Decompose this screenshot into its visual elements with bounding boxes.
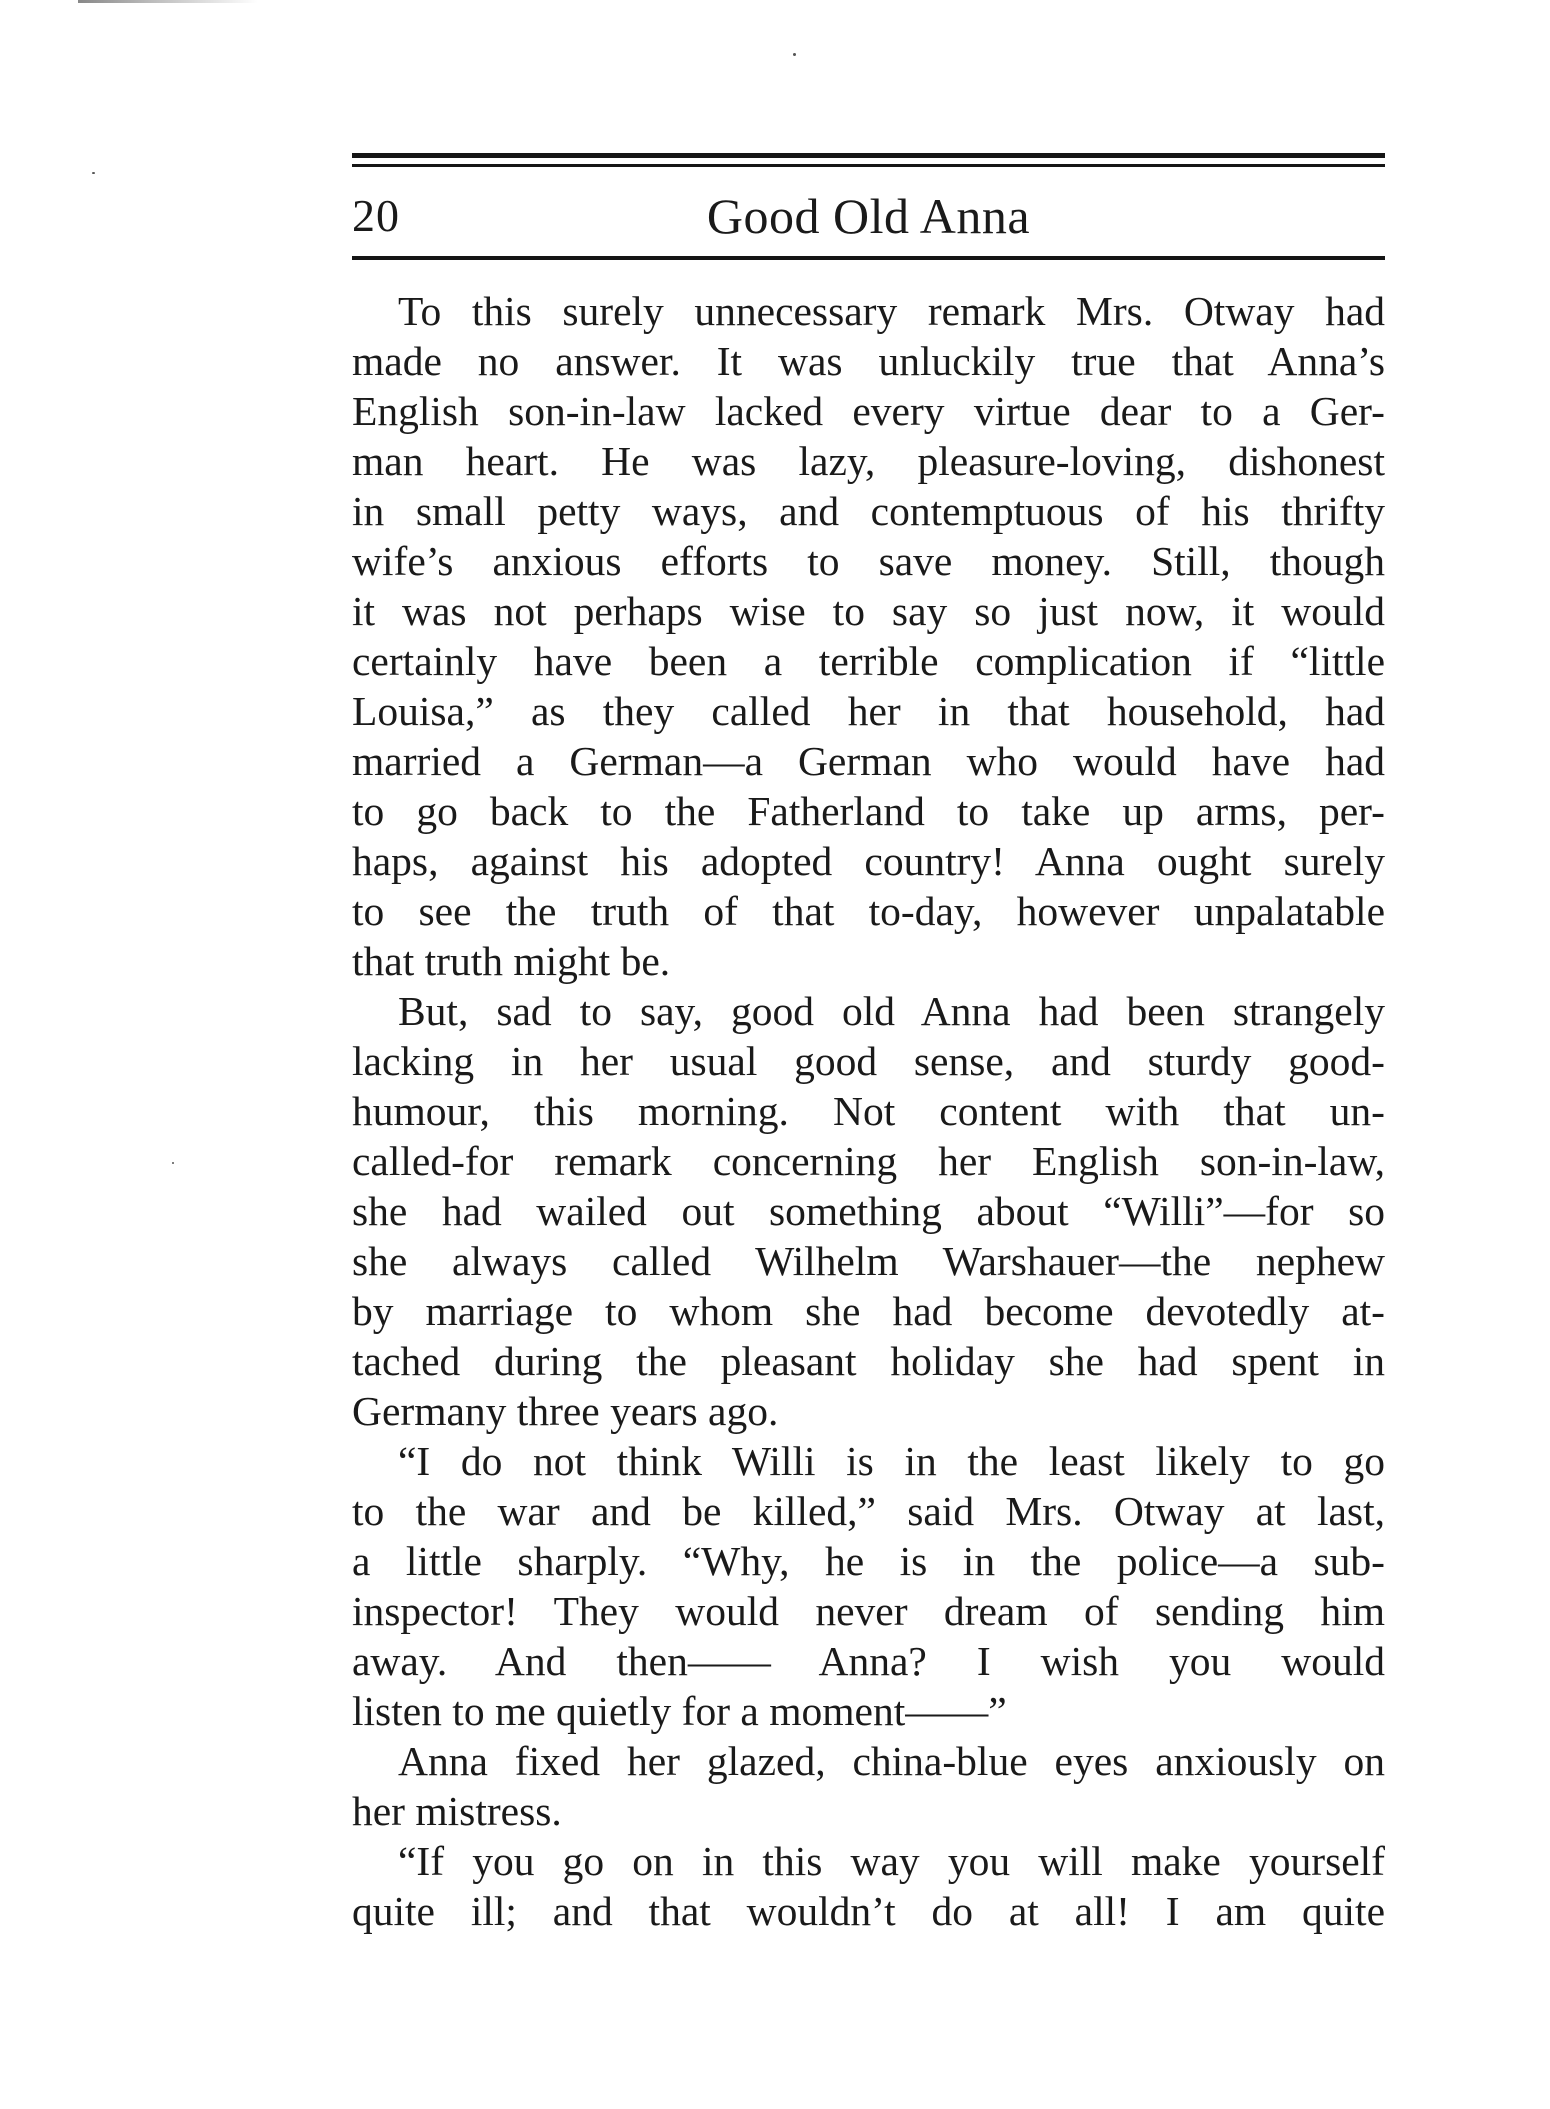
header-rule-top	[352, 153, 1385, 158]
paragraph	[352, 1736, 1385, 1836]
scan-artifact	[78, 0, 258, 3]
text-line: lacking in her usual good sense, and sturdy good-	[352, 1038, 1385, 1084]
running-title: Good Old Anna	[706, 188, 1031, 244]
text-line: “I do not think Willi is in the least likely to go	[398, 1438, 1385, 1484]
text-line: certainly have been a terrible complication if “little	[352, 638, 1385, 684]
running-header	[352, 183, 1385, 249]
dust-speck	[92, 172, 95, 174]
paragraph	[352, 286, 1385, 986]
text-line: quite ill; and that wouldn’t do at all! I am quite	[352, 1888, 1385, 1934]
body-text	[352, 286, 1385, 1936]
text-line: made no answer. It was unluckily true that Anna’s	[352, 338, 1385, 384]
text-line: it was not perhaps wise to say so just now, it would	[352, 588, 1385, 634]
text-line: “If you go on in this way you will make yourself	[398, 1838, 1385, 1884]
text-line: man heart. He was lazy, pleasure-loving, dishonest	[352, 438, 1385, 484]
text-line: her mistress.	[352, 1788, 562, 1834]
text-line: tached during the pleasant holiday she had spent in	[352, 1338, 1385, 1384]
text-line: humour, this morning. Not content with that un-	[352, 1088, 1385, 1134]
text-line: Germany three years ago.	[352, 1388, 779, 1434]
text-line: called-for remark concerning her English son-in-law,	[352, 1138, 1385, 1184]
header-rule-bottom	[352, 256, 1385, 260]
text-line: she always called Wilhelm Warshauer—the nephew	[352, 1238, 1385, 1284]
text-line: she had wailed out something about “Willi”—for so	[352, 1188, 1385, 1234]
text-line: wife’s anxious efforts to save money. Still, though	[352, 538, 1385, 584]
text-line: English son-in-law lacked every virtue dear to a Ger-	[352, 388, 1385, 434]
text-line: To this surely unnecessary remark Mrs. Otway had	[398, 288, 1385, 334]
text-line: Louisa,” as they called her in that household, had	[352, 688, 1385, 734]
paragraph	[352, 1436, 1385, 1736]
text-line: haps, against his adopted country! Anna ought surely	[352, 838, 1385, 884]
text-line: by marriage to whom she had become devotedly at-	[352, 1288, 1385, 1334]
text-line: in small petty ways, and contemptuous of his thrifty	[352, 488, 1385, 534]
dust-speck	[793, 53, 796, 56]
text-line: married a German—a German who would have had	[352, 738, 1385, 784]
text-line: that truth might be.	[352, 938, 671, 984]
text-line: But, sad to say, good old Anna had been strangely	[398, 988, 1385, 1034]
text-line: to see the truth of that to-day, however unpalatable	[352, 888, 1385, 934]
text-line: to go back to the Fatherland to take up arms, per-	[352, 788, 1385, 834]
text-line: away. And then—— Anna? I wish you would	[352, 1638, 1385, 1684]
header-rule-second	[352, 164, 1385, 167]
text-line: Anna fixed her glazed, china-blue eyes anxiously on	[398, 1738, 1385, 1784]
text-line: inspector! They would never dream of sending him	[352, 1588, 1385, 1634]
dust-speck	[172, 1162, 174, 1164]
paragraph	[352, 986, 1385, 1436]
page-number: 20	[352, 190, 400, 241]
paragraph	[352, 1836, 1385, 1936]
text-line: to the war and be killed,” said Mrs. Otway at last,	[352, 1488, 1385, 1534]
text-line: listen to me quietly for a moment——”	[352, 1688, 1007, 1734]
text-line: a little sharply. “Why, he is in the police—a sub-	[352, 1538, 1385, 1584]
